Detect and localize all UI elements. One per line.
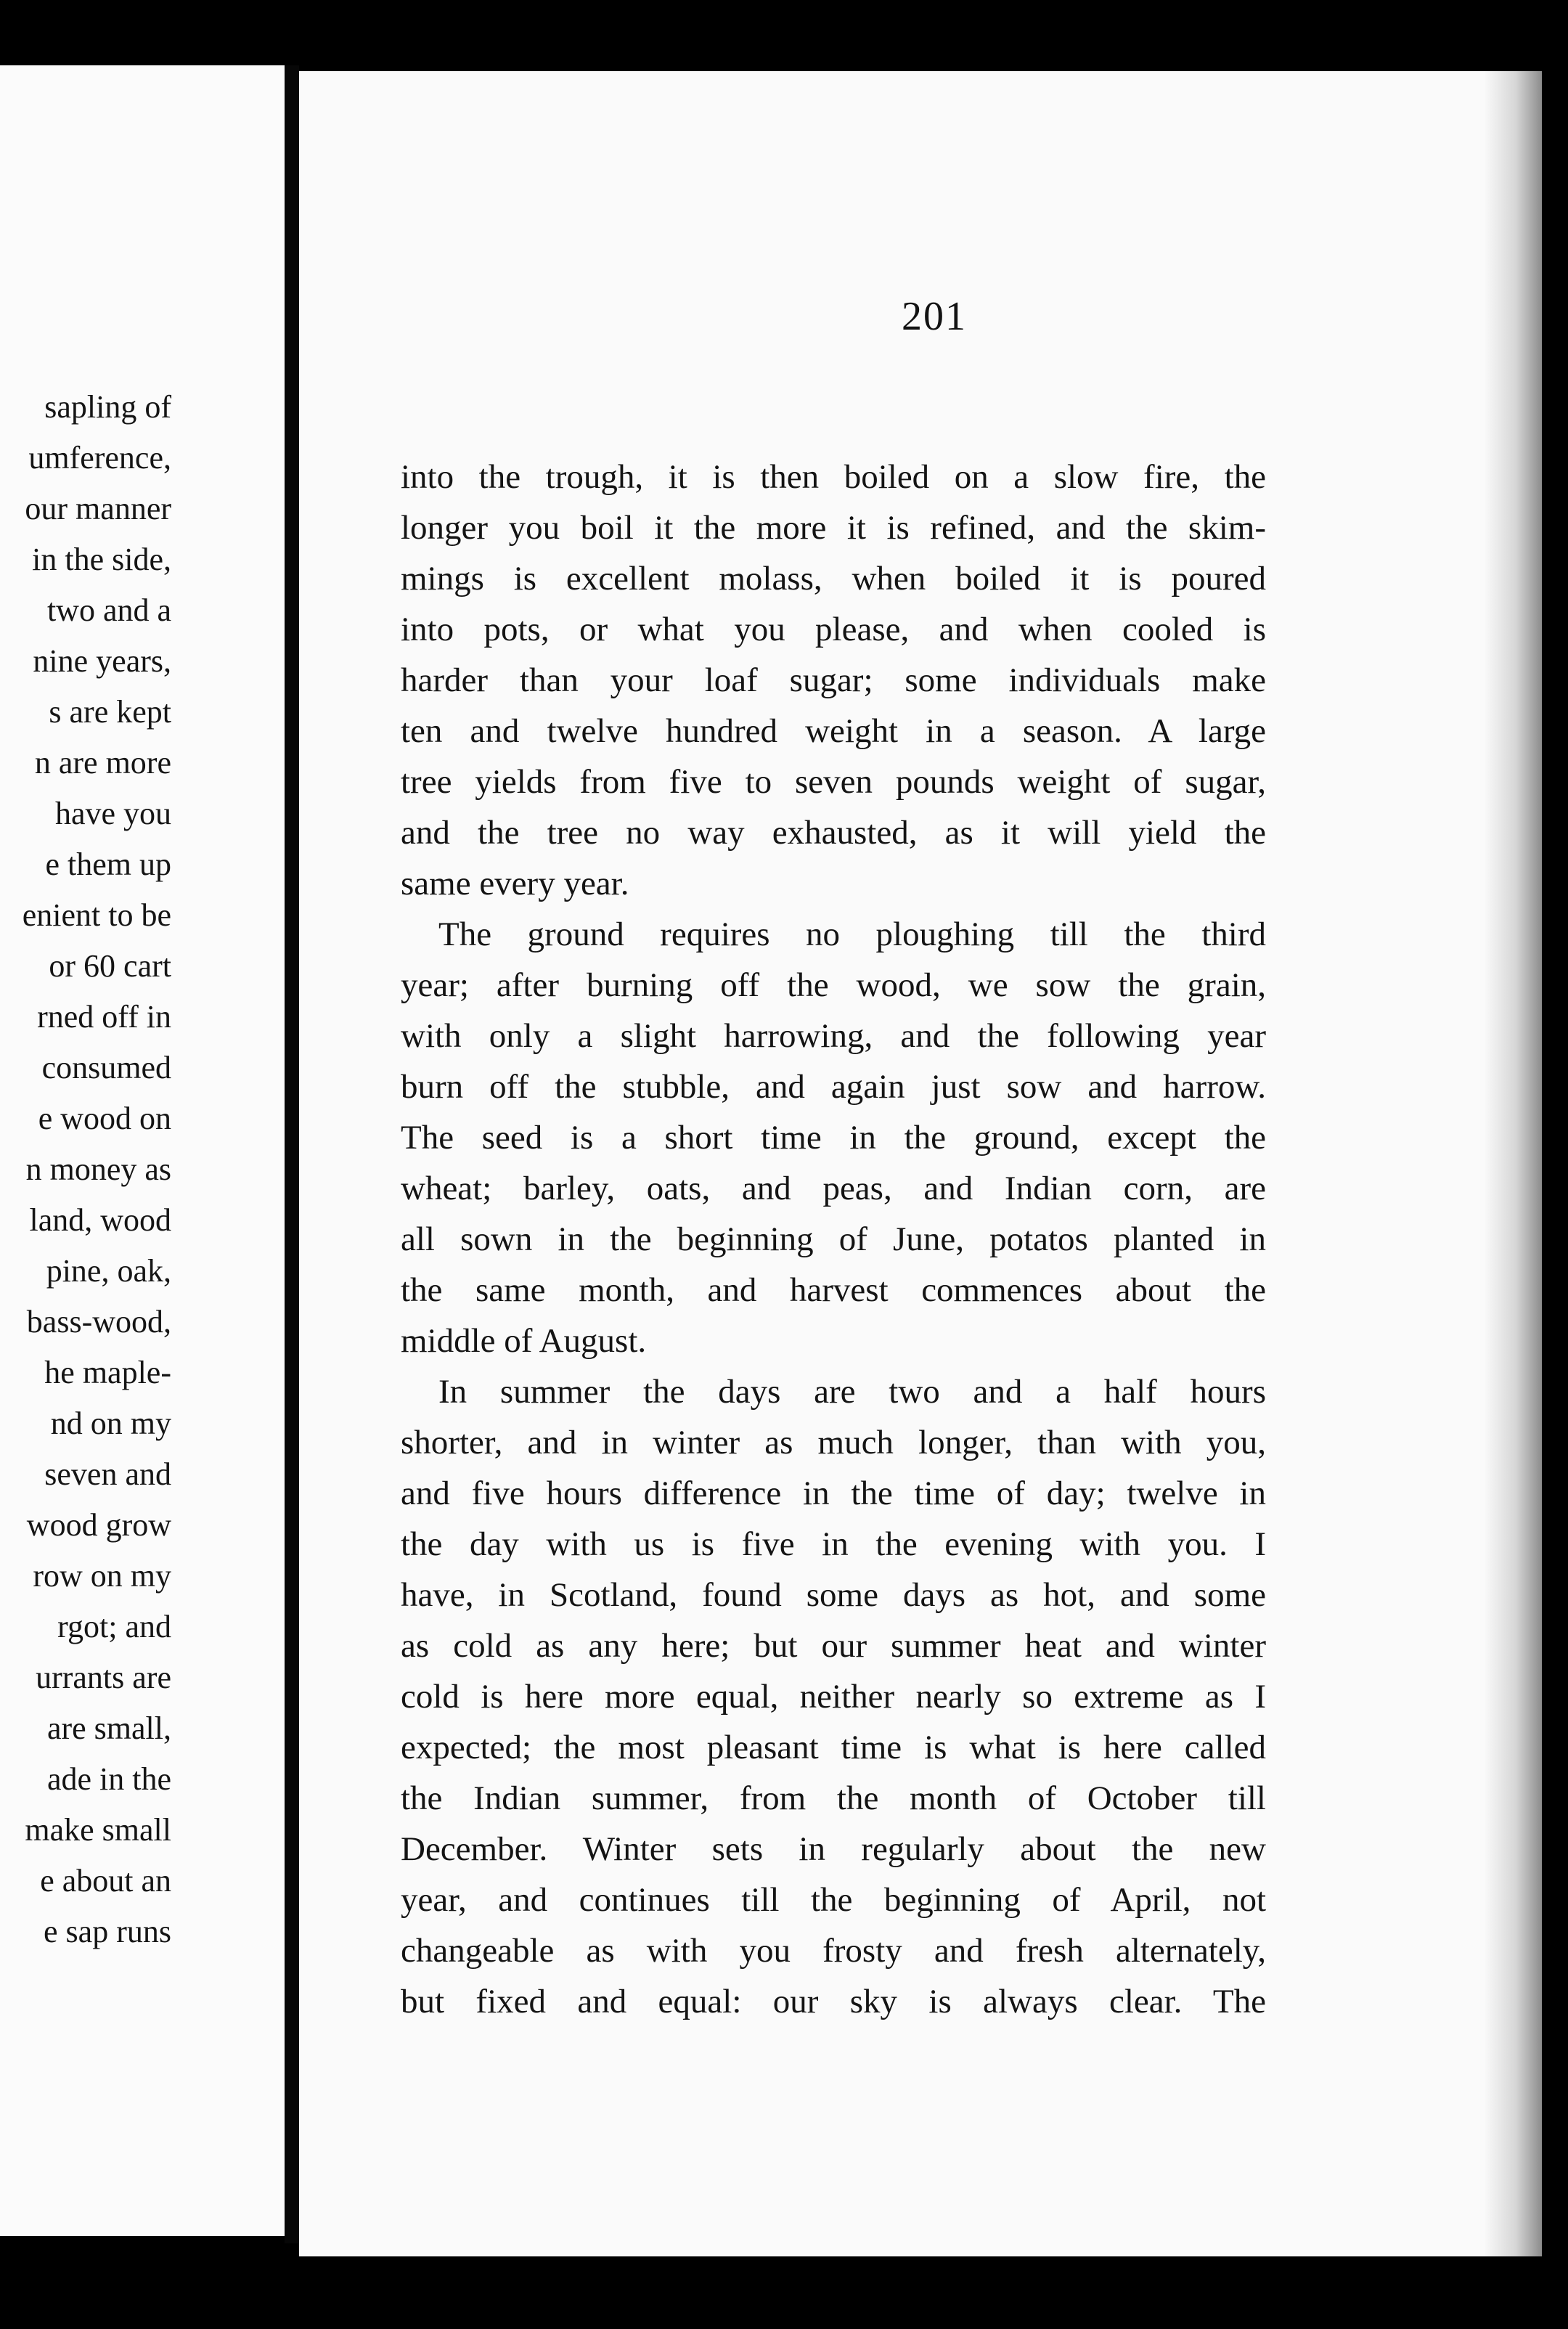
left-page-line: consumed [41,1050,171,1085]
page-edge-shadow [1484,71,1542,2256]
left-page-line: two and a [46,592,171,628]
left-page [0,65,285,2236]
text-line: have, in Scotland, found some days as hot, and some [401,1576,1266,1614]
text-line: expected; the most pleasant time is what is here called [401,1729,1266,1766]
scan-background [0,2265,1568,2329]
left-page-line: urrants are [36,1660,171,1695]
right-page [299,71,1542,2256]
left-page-line: seven and [44,1456,171,1492]
text-line: but fixed and equal: our sky is always clear. The [401,1983,1266,2020]
text-line: wheat; barley, oats, and peas, and Indian corn, are [401,1170,1266,1207]
left-page-line: our manner [25,491,171,526]
paragraph [401,452,1266,909]
left-page-line: n are more [34,745,171,780]
text-line: year; after burning off the wood, we sow the grain, [401,966,1266,1004]
text-line: longer you boil it the more it is refined, and the skim- [401,509,1266,547]
body-text [401,452,1266,2027]
left-page-line: s are kept [49,694,171,730]
left-page-line: nd on my [50,1406,171,1441]
left-page-line: rgot; and [57,1609,171,1644]
text-line: and five hours difference in the time of day; twelve in [401,1475,1266,1512]
text-line: shorter, and in winter as much longer, than with you, [401,1424,1266,1461]
left-page-line: bass-wood, [26,1304,171,1339]
text-line: changeable as with you frosty and fresh alternately, [401,1932,1266,1970]
left-page-line: sapling of [44,389,171,425]
text-line: mings is excellent molass, when boiled it is poured [401,560,1266,597]
text-line: the Indian summer, from the month of October till [401,1779,1266,1817]
text-line: and the tree no way exhausted, as it will yield the [401,814,1266,852]
left-page-line: e them up [45,847,171,882]
left-page-line: are small, [46,1710,171,1746]
text-line: tree yields from five to seven pounds weight of sugar, [401,763,1266,801]
text-line: The seed is a short time in the ground, except the [401,1119,1266,1157]
left-page-line: rned off in [37,999,171,1035]
text-line: cold is here more equal, neither nearly so extreme as I [401,1678,1266,1716]
left-page-line: enient to be [22,897,171,933]
text-line: as cold as any here; but our summer heat and winter [401,1627,1266,1665]
text-line: into the trough, it is then boiled on a slow fire, the [401,458,1266,496]
book-gutter [285,65,299,2243]
text-line: the day with us is five in the evening with you. I [401,1525,1266,1563]
left-page-line: he maple- [44,1355,171,1390]
left-page-line: n money as [25,1151,171,1187]
left-page-line: land, wood [29,1202,171,1238]
text-line: In summer the days are two and a half hours [438,1373,1266,1411]
left-page-line: e about an [40,1863,171,1898]
paragraph [401,909,1266,1366]
left-page-line: e wood on [38,1101,171,1136]
text-line: same every year. [401,865,629,902]
left-page-line: pine, oak, [46,1253,171,1289]
text-line: The ground requires no ploughing till the third [438,915,1266,953]
left-page-line: in the side, [32,542,171,577]
left-page-line: nine years, [33,643,171,679]
left-page-line: row on my [33,1558,171,1594]
page-number: 201 [902,294,967,339]
left-page-line: make small [25,1812,171,1848]
text-line: ten and twelve hundred weight in a season. A large [401,712,1266,750]
text-line: burn off the stubble, and again just sow and harrow. [401,1068,1266,1106]
left-page-line: have you [54,796,171,831]
text-line: with only a slight harrowing, and the following year [401,1017,1266,1055]
left-page-text [23,382,171,1957]
left-page-line: e sap runs [44,1914,171,1949]
paragraph [401,1366,1266,2027]
left-page-line: or 60 cart [49,948,171,984]
text-line: middle of August. [401,1322,647,1360]
left-page-line: umference, [28,440,171,476]
text-line: all sown in the beginning of June, potatos planted in [401,1220,1266,1258]
left-page-line: wood grow [26,1507,171,1543]
text-line: December. Winter sets in regularly about the new [401,1830,1266,1868]
text-line: harder than your loaf sugar; some individuals make [401,661,1266,699]
text-line: the same month, and harvest commences about the [401,1271,1266,1309]
left-page-line: ade in the [46,1761,171,1797]
text-line: year, and continues till the beginning of April, not [401,1881,1266,1919]
text-line: into pots, or what you please, and when cooled is [401,611,1266,648]
